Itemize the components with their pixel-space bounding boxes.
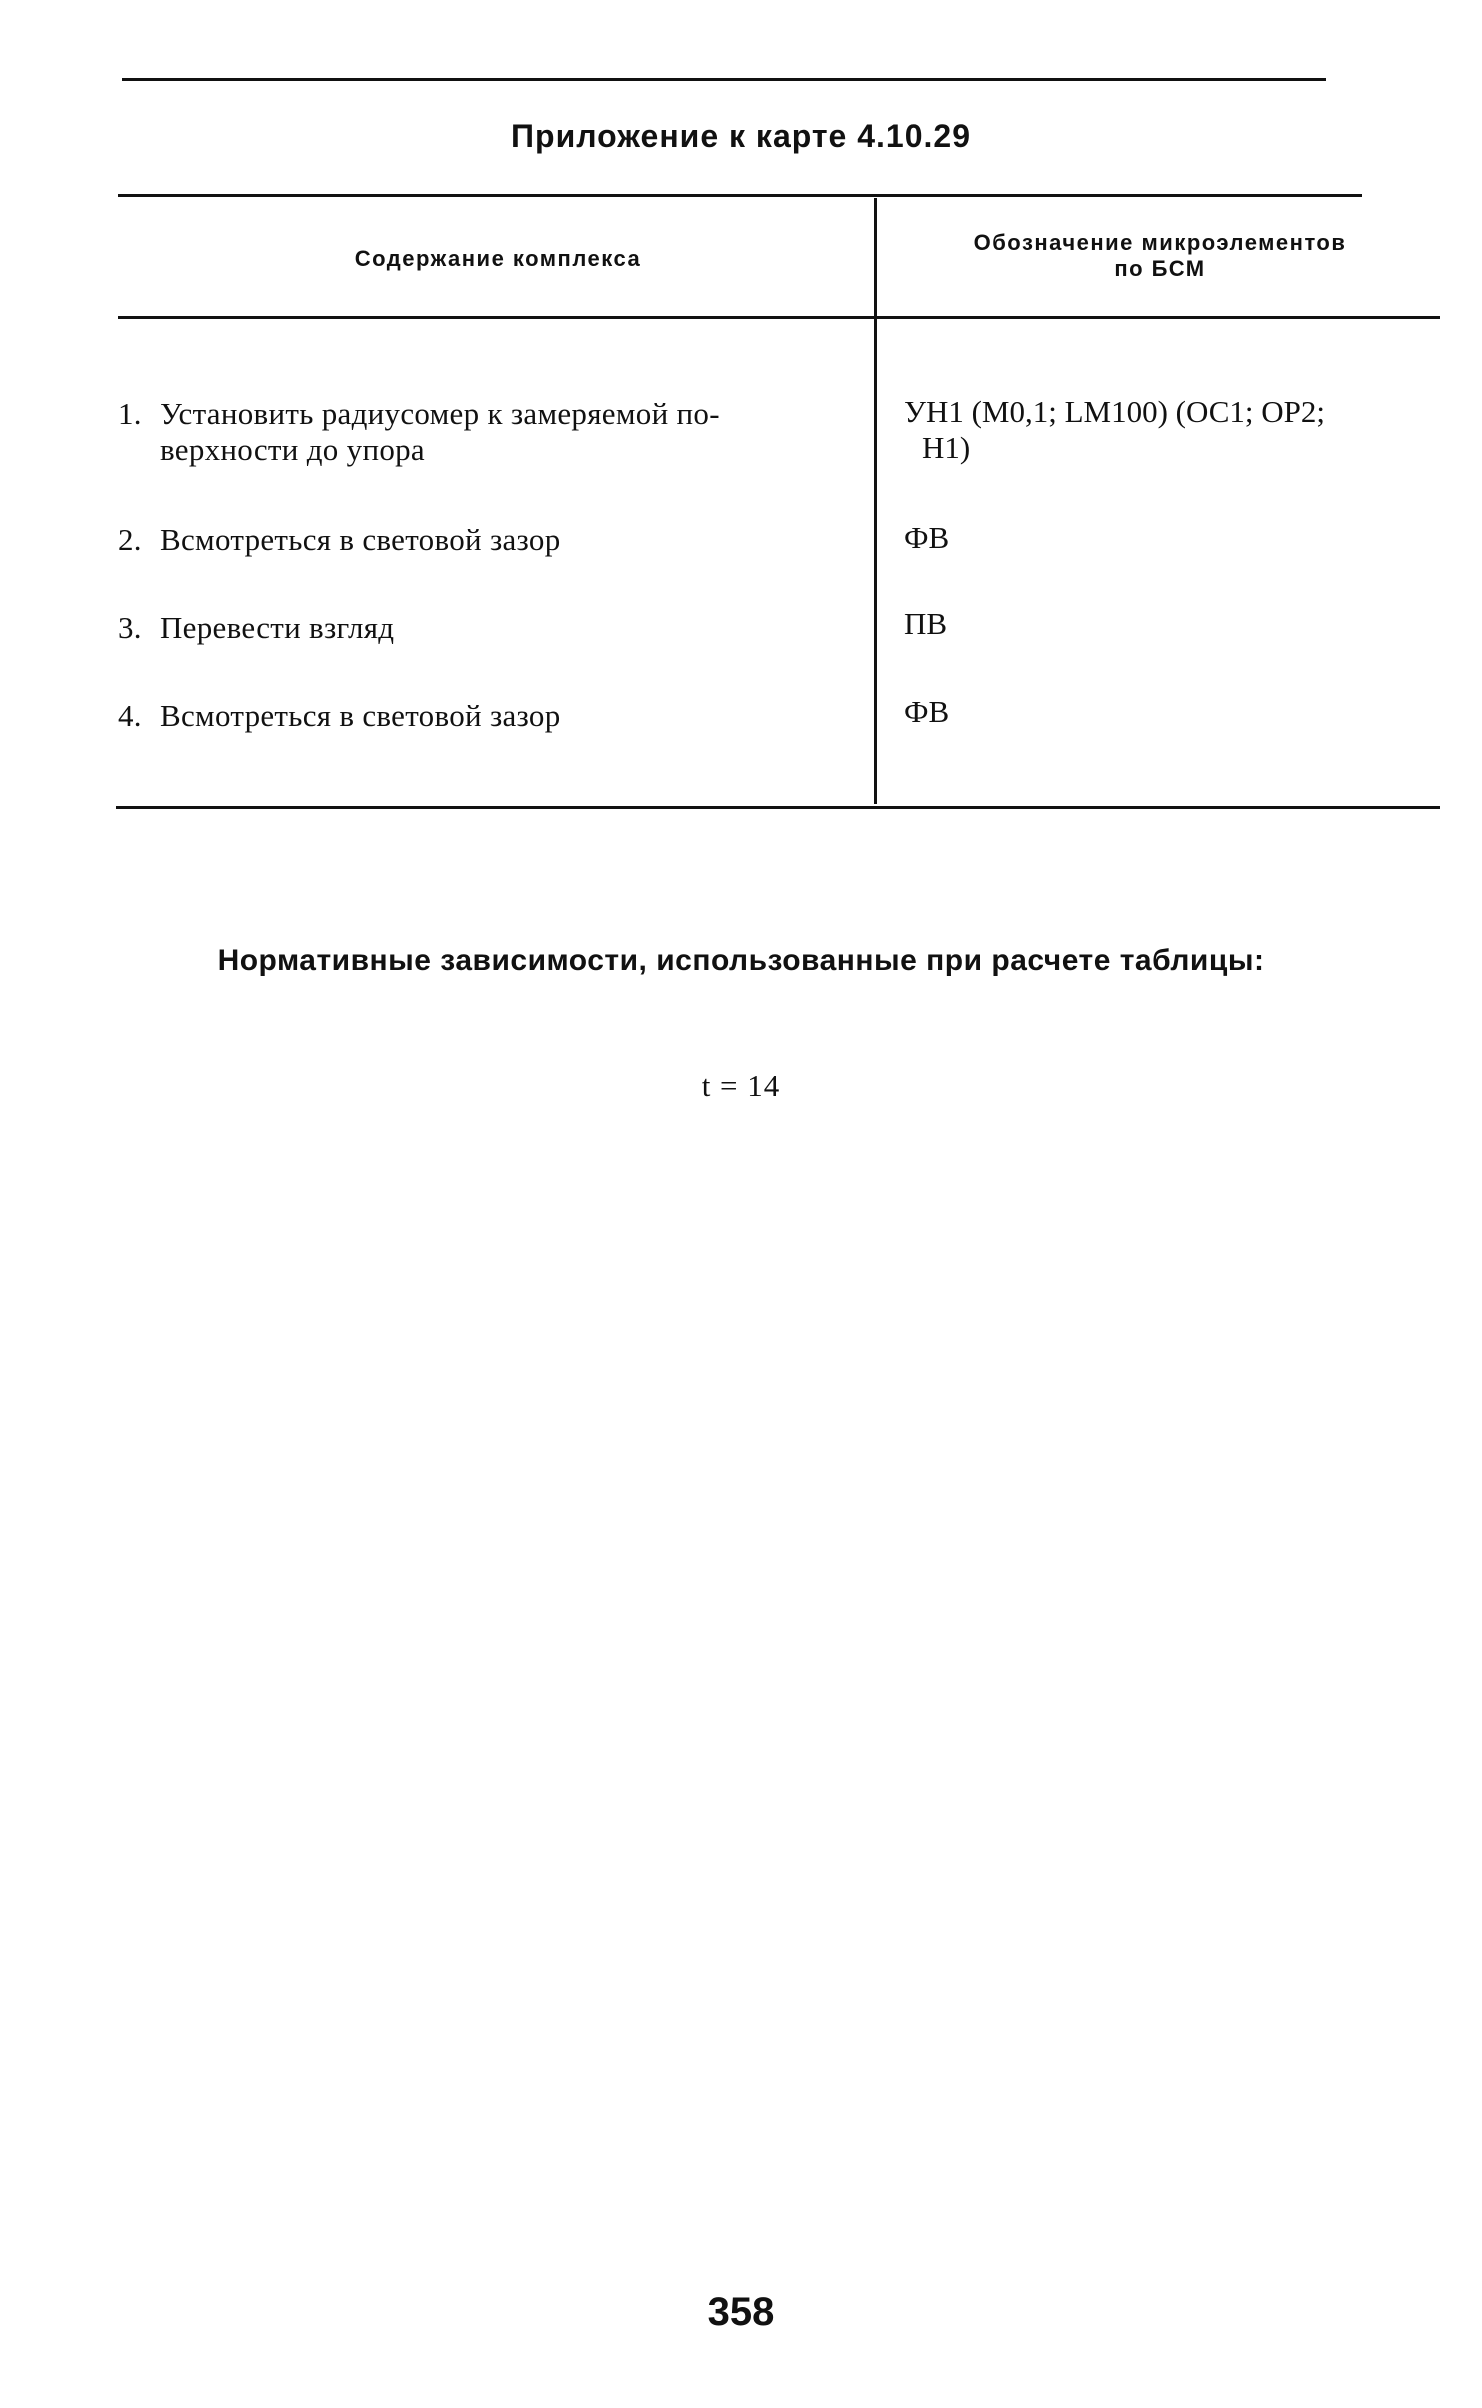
table-row-2-code: ФВ — [904, 520, 950, 555]
formula: t = 14 — [701, 1068, 781, 1103]
row-1-line1 — [118, 396, 858, 432]
row-2-text: Всмотреться в световой зазор — [160, 522, 561, 557]
row-4-number: 4. — [118, 698, 142, 733]
row-1-text-line2: верхности до упора — [160, 432, 425, 467]
row-1-number: 1. — [118, 396, 142, 431]
table-row-1-code — [904, 394, 1444, 466]
table-row-4-code: ФВ — [904, 694, 950, 729]
header-content: Содержание комплекса — [354, 246, 642, 271]
top-rule — [122, 78, 1326, 81]
table-top-rule — [118, 194, 1362, 197]
header-codes-line1: Обозначение микроэлементов — [973, 230, 1347, 255]
row-1-text-line1: Установить радиусомер к замеряемой по- — [160, 396, 720, 431]
row-1-code-line2: Н1) — [922, 430, 971, 465]
header-codes — [880, 230, 1440, 282]
table-bottom-rule — [116, 806, 1440, 809]
row-3-text: Перевести взгляд — [160, 610, 395, 645]
row-2-number: 2. — [118, 522, 142, 557]
row-1-code-line1: УН1 (М0,1; LM100) (ОС1; ОР2; — [904, 394, 1326, 429]
row-4-text: Всмотреться в световой зазор — [160, 698, 561, 733]
table-row-3-content — [118, 610, 858, 646]
formula-heading: Нормативные зависимости, использованные при расчете таблицы: — [217, 944, 1265, 977]
table-column-divider — [874, 198, 877, 804]
table-row-4-content — [118, 698, 858, 734]
appendix-title: Приложение к карте 4.10.29 — [511, 118, 971, 154]
table-header-rule — [118, 316, 1440, 319]
table-row-2-content — [118, 522, 858, 558]
table-row-1-content — [118, 396, 858, 468]
table-row-3-code: ПВ — [904, 606, 948, 641]
row-3-number: 3. — [118, 610, 142, 645]
page-number: 358 — [707, 2290, 775, 2334]
row-1-line2 — [118, 432, 858, 468]
header-codes-line2: по БСМ — [1114, 256, 1206, 281]
